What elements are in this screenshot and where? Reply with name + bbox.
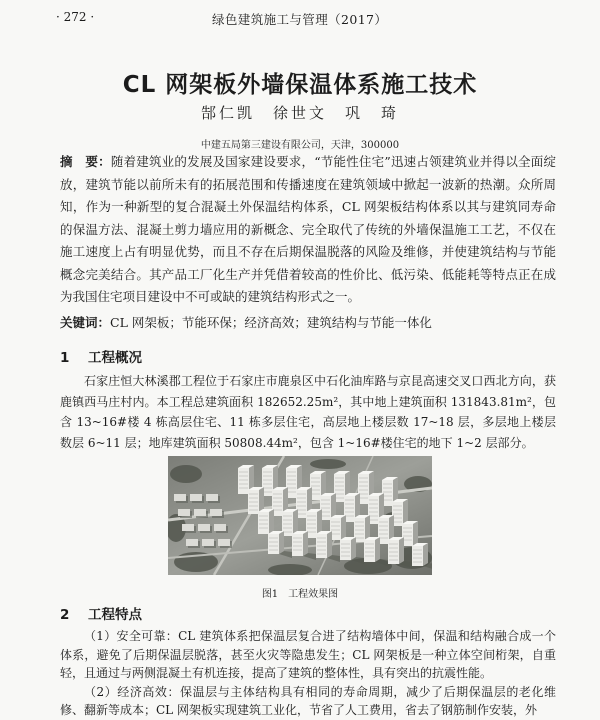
tower-side: [399, 537, 404, 564]
low-rise-building: [178, 509, 190, 516]
section-heading-2: [60, 606, 142, 624]
abstract-label: 摘 要：: [60, 154, 111, 169]
affiliation: 中建五局第三建设有限公司，天津，300000: [200, 140, 400, 151]
page-number: · 272 ·: [56, 10, 95, 24]
section-number: 1: [60, 350, 70, 366]
low-rise-building: [174, 494, 186, 501]
tower-side: [341, 515, 346, 540]
abstract: [60, 151, 556, 311]
section-number: 2: [60, 607, 70, 623]
paper-title: CL 网架板外墙保温体系施工技术: [122, 72, 478, 98]
figure-caption: 图1 工程效果图: [261, 589, 339, 600]
tower-front: [364, 540, 375, 562]
section-2-body: [60, 627, 556, 720]
low-rise-building: [182, 524, 194, 531]
low-rise-building: [206, 494, 218, 501]
keywords-text: CL 网架板；节能环保；经济高效；建筑结构与节能一体化: [110, 315, 432, 330]
tower-side: [303, 531, 308, 556]
tree-cluster: [170, 465, 202, 483]
figure-image: [168, 456, 432, 575]
tree-cluster: [310, 459, 346, 469]
tower-side: [423, 543, 428, 566]
low-rise-building: [186, 539, 198, 546]
keywords-label: 关键词：: [60, 315, 111, 330]
low-rise-building: [190, 494, 202, 501]
authors: 郜仁凯 徐世文 巩 琦: [200, 104, 399, 122]
tower-front: [268, 534, 279, 554]
tower-side: [413, 521, 418, 546]
low-rise-building: [218, 539, 230, 546]
section-title: 工程概况: [88, 350, 142, 366]
paragraph: （2）经济高效：保温层与主体结构具有相同的寿命周期，减少了后期保温层的老化维修、翻新等成本；CL 网架板实现建筑工业化，节省了人工费用，省去了钢筋制作安装，外: [60, 684, 556, 718]
tower-front: [340, 540, 351, 560]
tower-side: [279, 531, 284, 554]
tower-side: [327, 531, 332, 558]
tower-front: [292, 534, 303, 556]
tower-side: [269, 509, 274, 534]
tower-front: [412, 546, 423, 566]
section-title: 工程特点: [88, 607, 142, 623]
paragraph: （1）安全可靠：CL 建筑体系把保温层复合进了结构墙体中间，保温和结构融合成一个体系，避免了后期保温层脱落，甚至火灾等隐患发生；CL 网架板是一种立体空间桁架，自重轻，且通过与两侧混凝土有机连接，提高了建筑的整体性，具有突出的抗震性能。: [60, 629, 556, 681]
low-rise-building: [210, 509, 222, 516]
tower-side: [375, 537, 380, 562]
section-heading-1: [60, 349, 142, 367]
paragraph: 石家庄恒大林溪郡工程位于石家庄市鹿泉区中石化油库路与京昆高速交叉口西北方向，获鹿镇西马庄村内。本工程总建筑面积 182652.25m²，其中地上建筑面积 131843.81m²，包含 13~16#楼 4 栋高层住宅、11 栋多层住宅，高层地上楼层数 17~18 层，多层地上楼层数层 6~11 层；地库建筑面积 50808.44m²，包含 1~16#楼住宅的地下 1~2 层部分。: [60, 374, 556, 450]
low-rise-building: [194, 509, 206, 516]
keywords: [60, 312, 556, 334]
abstract-text: 随着建筑业的发展及国家建设要求，“节能性住宅”迅速占领建筑业并得以全面绽放，建筑节能以前所未有的拓展范围和传播速度在建筑领域中掀起一波新的热潮。众所周知，作为一种新型的复合混凝土外保温结构体系，CL 网架板结构体系以其与建筑同寿命的保温方法、混凝土剪力墙应用的新概念、完全取代了传统的外墙保温施工工艺，不仅在施工速度上占有明显优势，而且不存在后期保温脱落的风险及维修，并使建筑结构与节能概念完美结合。其产品工厂化生产并凭借着较高的性价比、低污染、低能耗等特点正在成为我国住宅项目建设中不可或缺的建筑结构形式之一。: [60, 154, 556, 304]
figure: [168, 456, 432, 575]
tower-front: [258, 512, 269, 534]
tower-side: [351, 537, 356, 560]
journal-title: 绿色建筑施工与管理（2017）: [212, 12, 388, 27]
low-rise-building: [214, 524, 226, 531]
low-rise-building: [198, 524, 210, 531]
low-rise-building: [202, 539, 214, 546]
section-1-body: [60, 371, 556, 455]
